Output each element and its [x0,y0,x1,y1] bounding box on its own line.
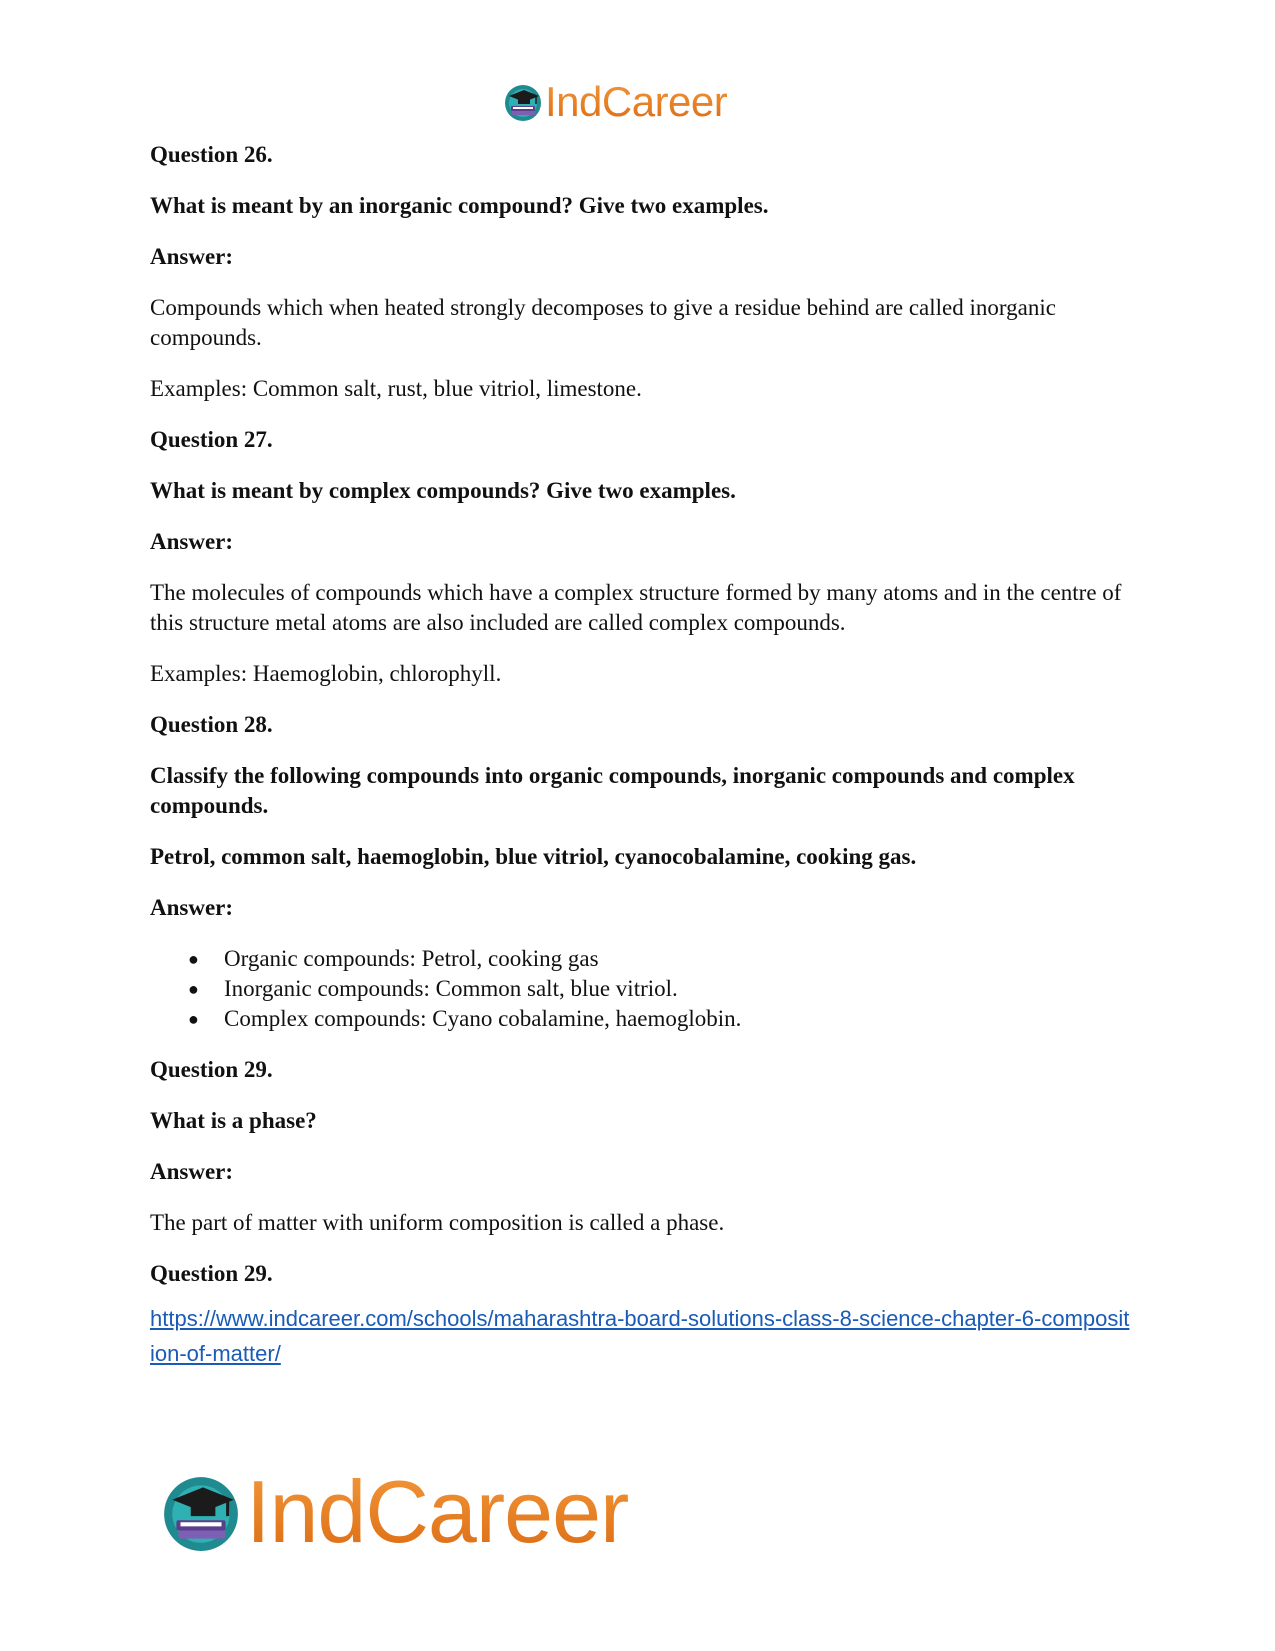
question-text: What is meant by complex compounds? Give two examples. [150,478,736,503]
answer-text: Examples: Common salt, rust, blue vitriol, limestone. [150,376,642,401]
list-item [150,1004,1130,1034]
spacer [150,272,1130,293]
list-item-text: Organic compounds: Petrol, cooking gas [224,946,599,971]
header-logo [503,80,727,124]
graduation-cap-books-logo-icon [160,1471,242,1553]
answer-text: The part of matter with uniform composition is called a phase. [150,1210,725,1235]
question-text: What is meant by an inorganic compound? Give two examples. [150,193,769,218]
bullet-icon: ● [188,979,199,999]
spacer [150,170,1130,191]
spacer [150,221,1130,242]
spacer [150,821,1130,842]
bullet-icon: ● [188,949,199,969]
spacer [150,353,1130,374]
answer-text: The molecules of compounds which have a complex structure formed by many atoms and in the centre of this structure metal atoms are also included are called complex compounds. [150,580,1122,635]
question-number: Question 28. [150,712,273,737]
spacer [150,1034,1130,1055]
answer-list [150,944,1130,1034]
spacer [150,1289,1130,1301]
spacer [150,455,1130,476]
question-number: Question 26. [150,142,273,167]
list-item-text: Complex compounds: Cyano cobalamine, haemoglobin. [224,1006,742,1031]
answer-label: Answer: [150,1159,234,1184]
question-number: Question 29. [150,1261,273,1286]
spacer [150,923,1130,944]
document-body [150,140,1130,1371]
spacer [150,740,1130,761]
answer-label: Answer: [150,895,234,920]
spacer [150,1136,1130,1157]
question-text: What is a phase? [150,1108,317,1133]
answer-label: Answer: [150,529,234,554]
spacer [150,1085,1130,1106]
question-number: Question 27. [150,427,273,452]
spacer [150,1238,1130,1259]
footer-logo [160,1462,629,1561]
question-text: Petrol, common salt, haemoglobin, blue vitriol, cyanocobalamine, cooking gas. [150,844,917,869]
list-item [150,944,1130,974]
spacer [150,689,1130,710]
spacer [150,1187,1130,1208]
brand-name: IndCareer [246,1462,629,1561]
answer-label: Answer: [150,244,234,269]
question-text: Classify the following compounds into organic compounds, inorganic compounds and complex compounds. [150,763,1075,818]
spacer [150,872,1130,893]
list-item [150,974,1130,1004]
answer-text: Compounds which when heated strongly decomposes to give a residue behind are called inorganic compounds. [150,295,1056,350]
list-item-text: Inorganic compounds: Common salt, blue vitriol. [224,976,678,1001]
answer-text: Examples: Haemoglobin, chlorophyll. [150,661,502,686]
source-link[interactable]: https://www.indcareer.com/schools/maharashtra-board-solutions-class-8-science-chapter-6-composition-of-matter/ [150,1306,1130,1366]
spacer [150,404,1130,425]
graduation-cap-books-logo-icon [503,82,543,122]
spacer [150,638,1130,659]
spacer [150,506,1130,527]
bullet-icon: ● [188,1009,199,1029]
question-number: Question 29. [150,1057,273,1082]
brand-name: IndCareer [545,78,728,125]
spacer [150,557,1130,578]
